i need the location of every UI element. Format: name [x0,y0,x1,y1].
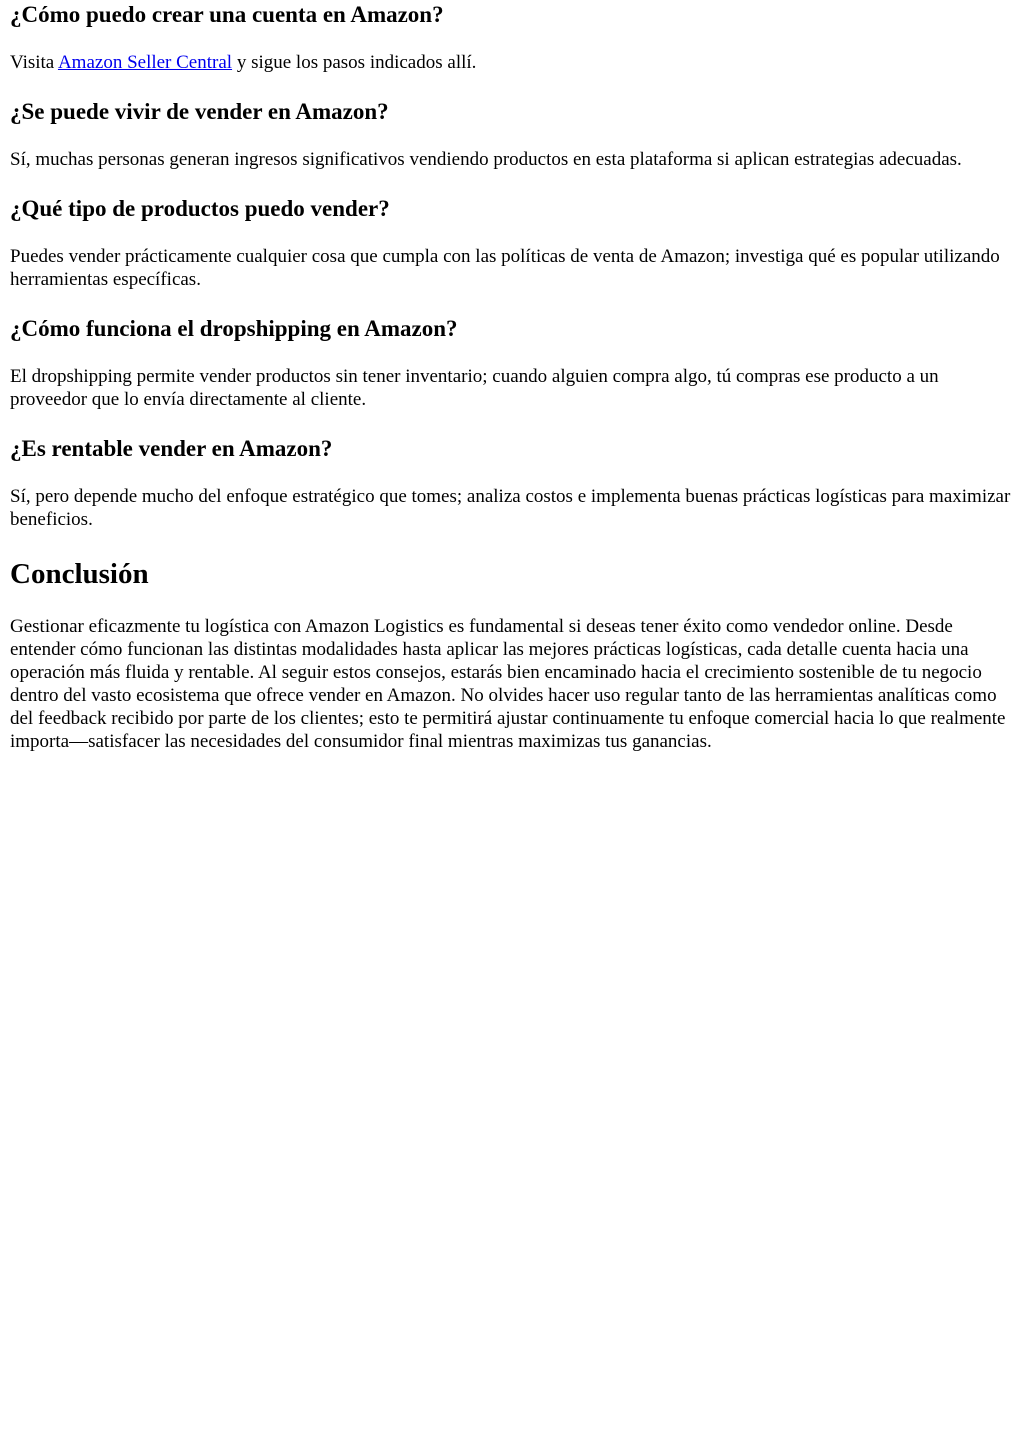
faq-answer-dropshipping: El dropshipping permite vender productos sin tener inventario; cuando alguien compra algo, tú compras ese producto a un proveedor que lo envía directamente al cliente. [10,366,939,410]
faq-answer-product-types: Puedes vender prácticamente cualquier cosa que cumpla con las políticas de venta de Amazon; investiga qué es popular utilizando herramientas específicas. [10,246,1000,290]
amazon-seller-central-link[interactable]: Amazon Seller Central [57,52,233,73]
faq-answer-live-from-selling: Sí, muchas personas generan ingresos significativos vendiendo productos en esta plataforma si aplican estrategias adecuadas. [10,149,962,170]
faq-question-live-from-selling: ¿Se puede vivir de vender en Amazon? [10,99,389,124]
conclusion-body: Gestionar eficazmente tu logística con Amazon Logistics es fundamental si deseas tener éxito como vendedor online. Desde entender cómo funcionan las distintas modalidades hasta aplicar las mejores prácticas logísticas, cada detalle cuenta hacia una operación más fluida y rentable. Al seguir estos consejos, estarás bien encaminado hacia el crecimiento sostenible de tu negocio dentro del vasto ecosistema que ofrece vender en Amazon. No olvides hacer uso regular tanto de las herramientas analíticas como del feedback recibido por parte de los clientes; esto te permitirá ajustar continuamente tu enfoque comercial hacia lo que realmente importa—satisfacer las necesidades del consumidor final mientras maximizas tus ganancias. [10,616,1006,752]
faq-question-create-account: ¿Cómo puedo crear una cuenta en Amazon? [10,2,444,27]
faq-question-product-types: ¿Qué tipo de productos puedo vender? [10,196,390,221]
faq-answer-create-account [10,51,1014,74]
faq-answer-profitability: Sí, pero depende mucho del enfoque estratégico que tomes; analiza costos e implementa buenas prácticas logísticas para maximizar beneficios. [10,486,1011,530]
faq-question-profitability: ¿Es rentable vender en Amazon? [10,436,333,461]
answer-suffix-text: y sigue los pasos indicados allí. [232,52,477,73]
answer-prefix-text: Visita [10,52,58,73]
faq-question-dropshipping: ¿Cómo funciona el dropshipping en Amazon? [10,316,458,341]
conclusion-heading: Conclusión [10,558,149,590]
